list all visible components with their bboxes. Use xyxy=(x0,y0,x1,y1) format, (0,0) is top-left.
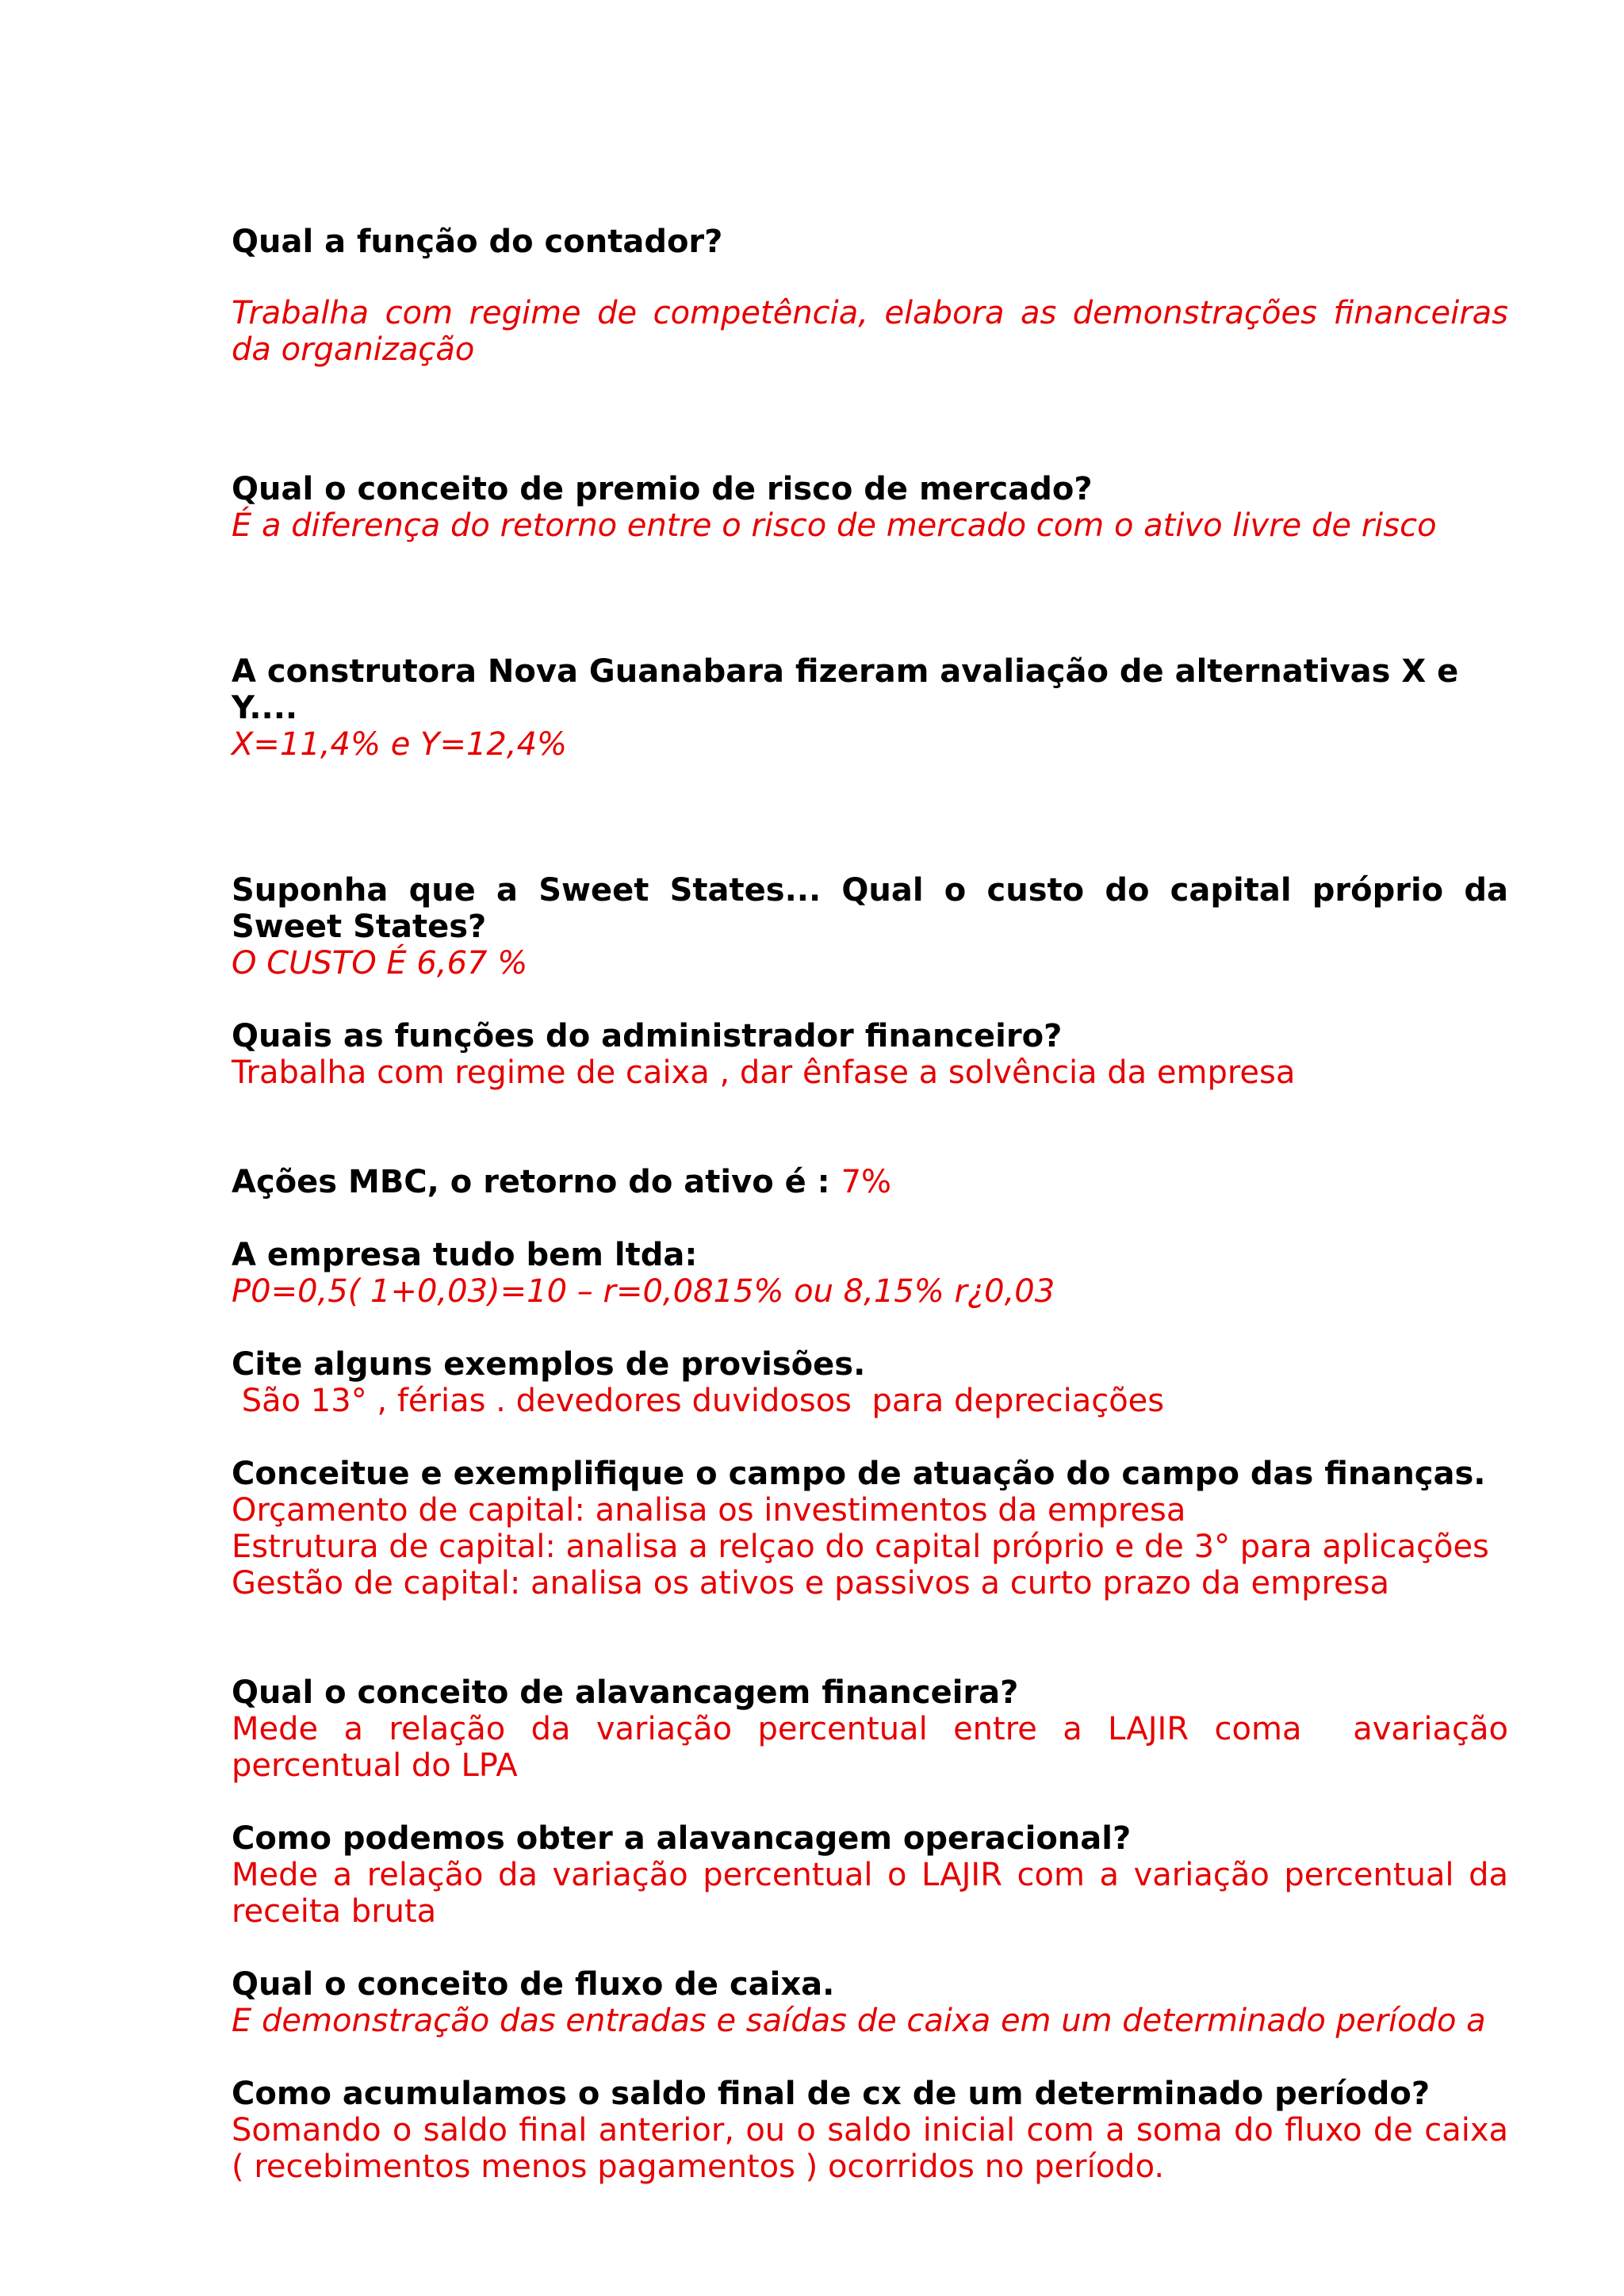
question: Qual o conceito de premio de risco de mercado? xyxy=(232,471,1093,507)
question: Como acumulamos o saldo final de cx de um determinado período? xyxy=(232,2076,1431,2112)
answer-line: Gestão de capital: analisa os ativos e passivos a curto prazo da empresa xyxy=(232,1565,1389,1601)
question: Conceitue e exemplifique o campo de atuação do campo das finanças. xyxy=(232,1456,1486,1492)
answer: Somando o saldo final anterior, ou o saldo inicial com a soma do fluxo de caixa ( recebimentos menos pagamentos ) ocorridos no período. xyxy=(232,2112,1519,2185)
qa-block xyxy=(232,1237,1508,1310)
answer: Mede a relação da variação percentual entre a LAJIR coma avariação percentual do LPA xyxy=(232,1711,1519,1784)
question: A empresa tudo bem ltda: xyxy=(232,1237,698,1273)
qa-block xyxy=(232,1456,1508,1601)
answer: Trabalha com regime de competência, elabora as demonstrações financeiras da organização xyxy=(232,295,1519,368)
question: Cite alguns exemplos de provisões. xyxy=(232,1346,866,1383)
question: Qual a função do contador? xyxy=(232,224,723,260)
document-page xyxy=(232,224,1519,2185)
answer: É a diferença do retorno entre o risco de mercado com o ativo livre de risco xyxy=(232,507,1437,544)
answer: Trabalha com regime de caixa , dar ênfase a solvência da empresa xyxy=(232,1054,1296,1091)
qa-block xyxy=(232,872,1508,982)
question-with-inline-answer xyxy=(232,1164,1508,1200)
answer: O CUSTO É 6,67 % xyxy=(232,945,528,982)
question: Como podemos obter a alavancagem operacional? xyxy=(232,1820,1132,1857)
answer: 7% xyxy=(841,1164,892,1200)
question: Qual o conceito de alavancagem financeira? xyxy=(232,1674,1019,1711)
qa-block xyxy=(232,1018,1508,1091)
qa-block xyxy=(232,1674,1519,1784)
qa-block xyxy=(232,1966,1508,2039)
qa-block xyxy=(232,471,1508,544)
question: Quais as funções do administrador financeiro? xyxy=(232,1018,1063,1054)
answer-line: Estrutura de capital: analisa a relçao do capital próprio e de 3° para aplicações xyxy=(232,1529,1489,1565)
answer-line: Orçamento de capital: analisa os investimentos da empresa xyxy=(232,1492,1186,1529)
qa-block xyxy=(232,1346,1508,1419)
question: A construtora Nova Guanabara fizeram avaliação de alternativas X e Y.... xyxy=(232,653,1459,726)
answer: X=11,4% e Y=12,4% xyxy=(232,726,568,763)
qa-answer-block xyxy=(232,295,1519,368)
question: Qual o conceito de fluxo de caixa. xyxy=(232,1966,835,2003)
question: Ações MBC, o retorno do ativo é : xyxy=(232,1164,830,1200)
answer: Mede a relação da variação percentual o LAJIR com a variação percentual da receita bruta xyxy=(232,1857,1519,1930)
qa-block xyxy=(232,1820,1519,1930)
answer: P0=0,5( 1+0,03)=10 – r=0,0815% ou 8,15% r¿0,03 xyxy=(232,1273,1055,1310)
qa-block xyxy=(232,224,1508,260)
qa-block xyxy=(232,653,1508,763)
answer: E demonstração das entradas e saídas de caixa em um determinado período a xyxy=(232,2003,1486,2039)
answer: São 13° , férias . devedores duvidosos para depreciações xyxy=(232,1383,1165,1419)
question: Suponha que a Sweet States... Qual o custo do capital próprio da Sweet States? xyxy=(232,872,1508,945)
qa-block xyxy=(232,1164,1508,1200)
qa-block xyxy=(232,2076,1519,2185)
